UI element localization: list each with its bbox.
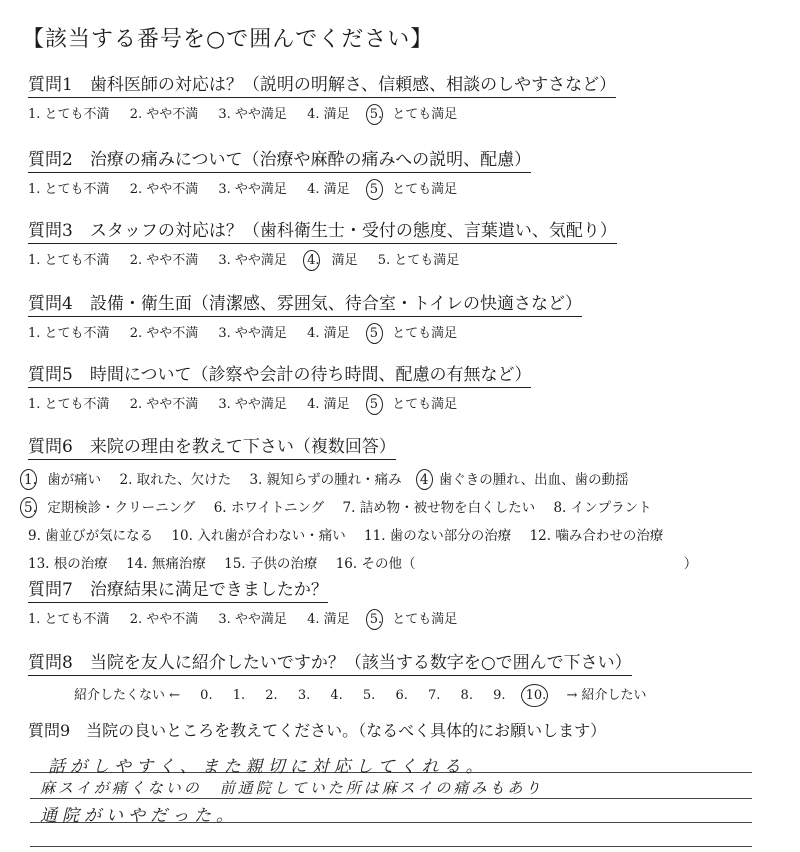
option-4-label: 満足 <box>331 253 358 268</box>
option-2[interactable]: 2. 取れた、欠けた <box>119 472 232 488</box>
other-close-paren: ） <box>683 556 698 572</box>
option-4[interactable]: 4. 満足 <box>307 612 350 627</box>
scale-1[interactable]: 1. <box>232 688 246 703</box>
handwritten-answer-line-3: 通院がいやだった。 <box>40 806 238 826</box>
scale-10-circled[interactable]: 10. <box>525 688 547 703</box>
scale-6[interactable]: 6. <box>395 688 408 703</box>
question-5 <box>28 360 788 412</box>
scale-left-label: 紹介したくない ← <box>74 688 181 703</box>
option-2[interactable]: 2. やや不満 <box>129 253 199 268</box>
option-5-label: とても満足 <box>392 182 458 197</box>
option-4[interactable]: 4. 満足 <box>307 107 350 122</box>
scale-5[interactable]: 5. <box>362 688 376 703</box>
scale-4[interactable]: 4. <box>330 688 343 703</box>
question-2-title: 質問2 治療の痛みについて（治療や麻酔の痛みへの説明、配慮） <box>28 145 531 173</box>
option-2[interactable]: 2. やや不満 <box>129 612 199 627</box>
option-2[interactable]: 2. やや不満 <box>129 182 199 197</box>
option-4[interactable]: 4. 満足 <box>307 326 350 341</box>
option-2[interactable]: 2. やや不満 <box>129 107 199 122</box>
option-9[interactable]: 9. 歯並びが気になる <box>28 528 154 544</box>
question-1-options <box>28 103 788 122</box>
handwritten-answer-line-2: 麻スイが痛くないの 前通院していた所は麻スイの痛みもあり <box>40 779 544 797</box>
option-1[interactable]: 1. とても不満 <box>28 182 110 197</box>
recommend-scale <box>74 684 788 703</box>
question-7-options <box>28 608 788 627</box>
option-1-label: 歯が痛い <box>47 472 102 488</box>
option-1[interactable]: 1. とても不満 <box>28 612 110 627</box>
option-3[interactable]: 3. やや満足 <box>218 253 287 268</box>
option-4-circled[interactable]: 4 <box>419 472 429 488</box>
option-10[interactable]: 10. 入れ歯が合わない・痛い <box>171 528 346 544</box>
option-2[interactable]: 2. やや不満 <box>129 326 199 341</box>
question-6-row-3 <box>28 524 788 544</box>
scale-0[interactable]: 0. <box>200 688 213 703</box>
question-9-title: 質問9 当院の良いところを教えてください。（なるべく具体的にお願いします） <box>28 721 607 740</box>
scale-right-label: → 紹介したい <box>566 688 647 703</box>
option-3[interactable]: 3. やや満足 <box>218 107 287 122</box>
option-7[interactable]: 7. 詰め物・被せ物を白くしたい <box>342 500 536 516</box>
question-3-options <box>28 249 788 268</box>
question-6 <box>24 432 788 572</box>
question-8 <box>28 648 788 703</box>
option-5-circled[interactable]: 5. <box>24 500 37 516</box>
option-5-label: とても満足 <box>392 612 458 627</box>
option-13[interactable]: 13. 根の治療 <box>28 556 108 572</box>
question-2-options <box>28 178 788 197</box>
option-16[interactable]: 16. その他（ <box>335 556 416 572</box>
scale-8[interactable]: 8. <box>460 688 473 703</box>
option-1[interactable]: 1. とても不満 <box>28 253 110 268</box>
scale-9[interactable]: 9. <box>493 688 506 703</box>
option-5-label: とても満足 <box>392 326 458 341</box>
form-instruction: 【該当する番号を○で囲んでください】 <box>22 27 434 52</box>
handwritten-answer-line-1: 話がしやすく、また親切に対応してくれる。 <box>48 757 488 777</box>
option-5-label: 定期検診・クリーニング <box>47 500 196 516</box>
question-3 <box>28 216 788 268</box>
option-5-label: とても満足 <box>392 397 458 412</box>
option-3[interactable]: 3. やや満足 <box>218 612 287 627</box>
option-14[interactable]: 14. 無痛治療 <box>126 556 206 572</box>
question-5-title: 質問5 時間について（診察や会計の待ち時間、配慮の有無など） <box>28 360 531 388</box>
option-4-label: 歯ぐきの腫れ、出血、歯の動揺 <box>438 472 629 488</box>
option-4[interactable]: 4. 満足 <box>307 397 350 412</box>
option-3[interactable]: 3. 親知らずの腫れ・痛み <box>249 472 402 488</box>
question-4-title: 質問4 設備・衛生面（清潔感、雰囲気、待合室・トイレの快適さなど） <box>28 289 582 317</box>
option-3[interactable]: 3. やや満足 <box>218 397 287 412</box>
option-5-circled[interactable]: 5 <box>369 182 379 197</box>
option-1[interactable]: 1. とても不満 <box>28 107 110 122</box>
option-8[interactable]: 8. インプラント <box>553 500 652 516</box>
option-5-circled[interactable]: 5. <box>369 107 383 122</box>
question-4 <box>28 289 788 341</box>
scale-2[interactable]: 2. <box>265 688 278 703</box>
option-12[interactable]: 12. 噛み合わせの治療 <box>529 528 664 544</box>
question-3-title: 質問3 スタッフの対応は？（歯科衛生士・受付の態度、言葉遣い、気配り） <box>28 216 617 244</box>
option-2[interactable]: 2. やや不満 <box>129 397 199 412</box>
question-6-row-4 <box>28 552 788 572</box>
question-4-options <box>28 322 788 341</box>
option-5-circled[interactable]: 5 <box>369 397 379 412</box>
question-6-row-2 <box>24 496 788 516</box>
scale-7[interactable]: 7. <box>428 688 441 703</box>
option-5[interactable]: 5. とても満足 <box>377 253 460 268</box>
option-3[interactable]: 3. やや満足 <box>218 326 287 341</box>
question-8-title: 質問8 当院を友人に紹介したいですか？（該当する数字を○で囲んで下さい） <box>28 648 632 676</box>
option-5-circled[interactable]: 5 <box>369 326 379 341</box>
option-1[interactable]: 1. とても不満 <box>28 326 110 341</box>
option-4-circled[interactable]: 4. <box>307 253 320 268</box>
option-3[interactable]: 3. やや満足 <box>218 182 287 197</box>
question-7-title: 質問7 治療結果に満足できましたか？ <box>28 575 328 603</box>
option-5-circled[interactable]: 5. <box>369 612 383 627</box>
option-1[interactable]: 1. とても不満 <box>28 397 110 412</box>
question-7 <box>28 575 788 627</box>
option-1-circled[interactable]: 1. <box>24 472 37 488</box>
question-6-row-1 <box>24 468 788 488</box>
option-5-label: とても満足 <box>392 107 458 122</box>
option-11[interactable]: 11. 歯のない部分の治療 <box>364 528 512 544</box>
question-6-title: 質問6 来院の理由を教えて下さい（複数回答） <box>28 432 396 460</box>
option-4[interactable]: 4. 満足 <box>307 182 350 197</box>
question-1 <box>28 70 788 122</box>
option-6[interactable]: 6. ホワイトニング <box>213 500 325 516</box>
question-5-options <box>28 393 788 412</box>
question-1-title: 質問1 歯科医師の対応は？（説明の明解さ、信頼感、相談のしやすさなど） <box>28 70 616 98</box>
option-15[interactable]: 15. 子供の治療 <box>224 556 318 572</box>
question-2 <box>28 145 788 197</box>
answer-line-2 <box>30 798 752 799</box>
scale-3[interactable]: 3. <box>297 688 311 703</box>
answer-line-4 <box>30 846 752 847</box>
